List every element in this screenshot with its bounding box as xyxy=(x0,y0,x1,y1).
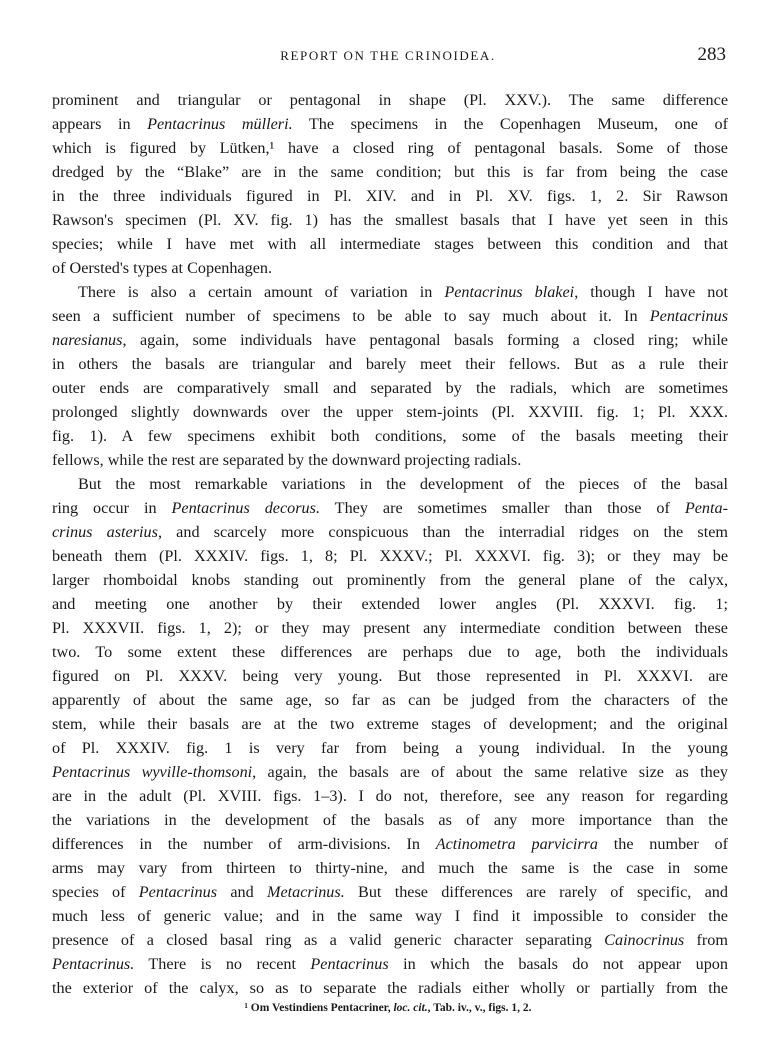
text-segment: presence of a closed basal ring as a valid generic character separating xyxy=(52,931,605,949)
text-segment: arms may vary from thirteen to thirty-nine, and much the same is the case in some xyxy=(52,859,728,877)
text-line xyxy=(52,424,728,448)
text-line xyxy=(52,448,728,472)
text-line xyxy=(52,712,728,736)
text-segment: appears in xyxy=(52,115,148,133)
text-line xyxy=(52,736,728,760)
italic-text: Penta- xyxy=(684,499,729,517)
text-line xyxy=(52,808,728,832)
text-segment: two. To some extent these differences are perhaps due to age, both the individuals xyxy=(52,643,728,661)
text-line xyxy=(52,496,728,520)
text-segment: of Oersted's types at Copenhagen. xyxy=(52,259,273,277)
running-header xyxy=(0,44,776,68)
text-segment: prominent and triangular or pentagonal in shape (Pl. XXV.). The same difference xyxy=(52,91,728,109)
text-segment: But these differences are rarely of specific, and xyxy=(344,883,728,901)
text-line xyxy=(52,472,728,496)
text-segment: much less of generic value; and in the same way I find it impossible to consider the xyxy=(52,907,728,925)
text-line xyxy=(52,640,728,664)
text-segment: from xyxy=(684,931,728,949)
italic-text: Pentacrinus xyxy=(649,307,728,325)
text-segment: apparently of about the same age, so far as can be judged from the characters of the xyxy=(52,691,728,709)
italic-text: Pentacrinus blakei xyxy=(444,283,575,301)
text-segment: in others the basals are triangular and barely meet their fellows. But as a rule their xyxy=(52,355,728,373)
text-line xyxy=(52,160,728,184)
text-segment: ¹ Om Vestindiens Pentacriner, xyxy=(244,1002,394,1014)
italic-text: loc. cit. xyxy=(393,1002,428,1014)
text-segment: There is no recent xyxy=(134,955,311,973)
italic-text: Pentacrinus decorus. xyxy=(171,499,321,517)
text-line xyxy=(52,184,728,208)
text-line xyxy=(52,784,728,808)
text-segment: larger rhomboidal knobs standing out prominently from the general plane of the calyx, xyxy=(52,571,728,589)
text-segment: are in the adult (Pl. XVIII. figs. 1–3). I do not, therefore, see any reason for regarding xyxy=(52,787,728,805)
text-line xyxy=(52,976,728,1000)
text-segment: stem, while their basals are at the two extreme stages of development; and the original xyxy=(52,715,728,733)
italic-text: Cainocrinus xyxy=(604,931,685,949)
text-segment: in the three individuals figured in Pl. XIV. and in Pl. XV. figs. 1, 2. Sir Rawson xyxy=(52,187,728,205)
text-line xyxy=(52,208,728,232)
body-text xyxy=(52,88,728,1000)
italic-text: Actinometra parvicirra xyxy=(435,835,599,853)
text-line xyxy=(52,592,728,616)
text-line xyxy=(52,520,728,544)
page-number: 283 xyxy=(697,44,726,65)
italic-text: Pentacrinus. xyxy=(52,955,135,973)
text-line xyxy=(52,664,728,688)
text-segment: in which the basals do not appear upon xyxy=(388,955,728,973)
text-line xyxy=(52,376,728,400)
text-segment: and meeting one another by their extended lower angles (Pl. XXXVI. fig. 1; xyxy=(52,595,728,613)
text-line xyxy=(52,856,728,880)
text-line xyxy=(52,688,728,712)
text-segment: prolonged slightly downwards over the upper stem-joints (Pl. XXVIII. fig. 1; Pl. XXX. xyxy=(52,403,728,421)
text-segment: Rawson's specimen (Pl. XV. fig. 1) has the smallest basals that I have yet seen in this xyxy=(52,211,728,229)
text-segment: , again, some individuals have pentagonal basals forming a closed ring; while xyxy=(122,331,728,349)
text-segment: But the most remarkable variations in the development of the pieces of the basal xyxy=(78,475,728,493)
text-segment: differences in the number of arm-divisions. In xyxy=(52,835,436,853)
text-line xyxy=(52,136,728,160)
text-segment: of Pl. XXXIV. fig. 1 is very far from being a young individual. In the young xyxy=(52,739,728,757)
text-segment: fig. 1). A few specimens exhibit both conditions, some of the basals meeting their xyxy=(52,427,728,445)
text-line xyxy=(52,400,728,424)
text-line xyxy=(52,832,728,856)
text-segment: outer ends are comparatively small and separated by the radials, which are sometimes xyxy=(52,379,728,397)
footnote xyxy=(0,1002,776,1014)
text-segment: , again, the basals are of about the same relative size as they xyxy=(252,763,729,781)
text-segment: the variations in the development of the basals as of any more importance than the xyxy=(52,811,728,829)
text-line xyxy=(52,952,728,976)
text-line xyxy=(52,760,728,784)
text-line xyxy=(52,904,728,928)
italic-text: Metacrinus. xyxy=(266,883,345,901)
text-segment: the exterior of the calyx, so as to separate the radials either wholly or partially from the xyxy=(52,979,728,997)
italic-text: crinus asterius xyxy=(52,523,158,541)
text-line xyxy=(52,352,728,376)
text-segment: ring occur in xyxy=(52,499,172,517)
italic-text: Pentacrinus wyville-thomsoni xyxy=(52,763,253,781)
text-line xyxy=(52,328,728,352)
text-segment: , Tab. iv., v., figs. 1, 2. xyxy=(427,1002,532,1014)
running-title: REPORT ON THE CRINOIDEA. xyxy=(280,48,496,63)
text-segment: dredged by the “Blake” are in the same condition; but this is far from being the case xyxy=(52,163,728,181)
italic-text: Pentacrinus mülleri. xyxy=(147,115,293,133)
text-line xyxy=(52,112,728,136)
text-line xyxy=(52,232,728,256)
text-segment: , though I have not xyxy=(574,283,728,301)
text-segment: the number of xyxy=(598,835,728,853)
text-segment: , and scarcely more conspicuous than the interradial ridges on the stem xyxy=(157,523,728,541)
italic-text: naresianus xyxy=(52,331,123,349)
text-segment: seen a sufficient number of specimens to be able to say much about it. In xyxy=(52,307,650,325)
text-segment: They are sometimes smaller than those of xyxy=(320,499,685,517)
text-segment: fellows, while the rest are separated by the downward projecting radials. xyxy=(52,451,522,469)
text-line xyxy=(52,304,728,328)
text-line xyxy=(52,880,728,904)
text-segment: and xyxy=(217,883,267,901)
text-line xyxy=(52,928,728,952)
text-segment: Pl. XXXVII. figs. 1, 2); or they may present any intermediate condition between these xyxy=(52,619,728,637)
text-line xyxy=(52,256,728,280)
text-line xyxy=(52,280,728,304)
text-line xyxy=(52,568,728,592)
text-segment: The specimens in the Copenhagen Museum, one of xyxy=(292,115,728,133)
text-line xyxy=(52,544,728,568)
text-segment: figured on Pl. XXXV. being very young. But those represented in Pl. XXXVI. are xyxy=(52,667,728,685)
text-segment: species of xyxy=(52,883,139,901)
text-segment: beneath them (Pl. XXXIV. figs. 1, 8; Pl. XXXV.; Pl. XXXVI. fig. 3); or they may be xyxy=(52,547,728,565)
text-segment: species; while I have met with all intermediate stages between this condition and that xyxy=(52,235,728,253)
italic-text: Pentacrinus xyxy=(310,955,389,973)
text-line xyxy=(52,88,728,112)
text-segment: which is figured by Lütken,¹ have a closed ring of pentagonal basals. Some of those xyxy=(52,139,728,157)
text-segment: There is also a certain amount of variation in xyxy=(78,283,445,301)
text-line xyxy=(52,616,728,640)
italic-text: Pentacrinus xyxy=(138,883,218,901)
